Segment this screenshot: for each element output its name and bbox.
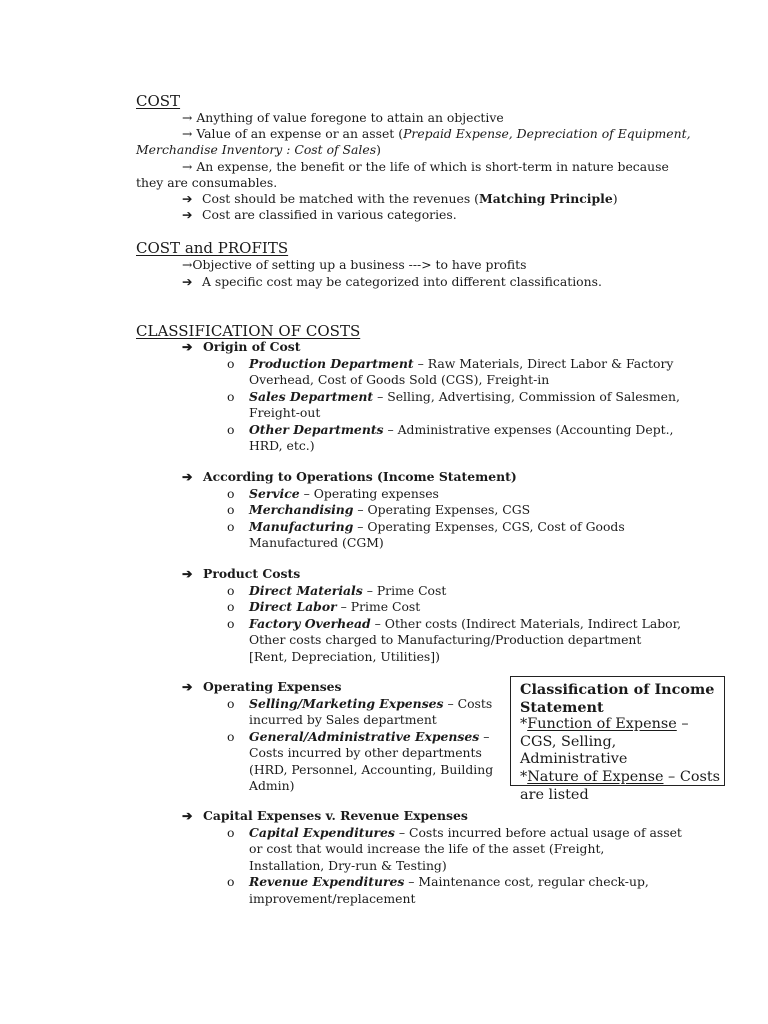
section-heading-cost-profits: COST and PROFITS	[136, 239, 289, 257]
bold-arrow-icon: ➔	[182, 207, 193, 222]
list-item: o Service – Operating expenses	[227, 485, 439, 501]
bullet-icon: o	[227, 695, 235, 711]
arrow-icon: →	[182, 257, 193, 272]
bullet-icon: o	[227, 502, 235, 517]
operations-block	[182, 469, 682, 552]
profits-line: →Objective of setting up a business ---> to have profits	[182, 257, 527, 272]
list-item: o Revenue Expenditures – Maintenance cost, regular check-up, improvement/replacement	[227, 874, 649, 906]
note-nature-line: *Nature of Expense – Costs are listed	[520, 768, 721, 803]
capital-revenue-block	[182, 808, 682, 907]
list-item: o Other Departments – Administrative expenses (Accounting Dept., HRD, etc.)	[227, 421, 674, 453]
bold-arrow-icon: ➔	[182, 274, 193, 289]
bullet-icon: o	[227, 615, 235, 631]
list-item: o Direct Labor – Prime Cost	[227, 599, 421, 614]
bullet-icon: o	[227, 355, 235, 371]
arrow-icon: →	[182, 159, 193, 174]
bullet-icon: o	[227, 874, 235, 889]
product-costs-block	[182, 566, 682, 665]
income-statement-note-box	[510, 676, 725, 803]
bullet-icon: o	[227, 824, 235, 840]
bullet-icon: o	[227, 485, 235, 501]
section-heading-cost: COST	[136, 92, 181, 110]
bold-arrow-icon: ➔	[182, 808, 193, 823]
list-item: o Capital Expenditures – Costs incurred before actual usage of asset or cost that would increase the life of the asset (Freight, Installation, Dry-run & Testing)	[227, 824, 682, 873]
bullet-icon: o	[227, 518, 235, 534]
bullet-icon: o	[227, 582, 235, 598]
bullet-icon: o	[227, 421, 235, 437]
bold-arrow-icon: ➔	[182, 339, 193, 354]
cost-line: they are consumables.	[136, 175, 278, 190]
cost-line: Merchandise Inventory : Cost of Sales)	[136, 142, 381, 157]
bold-arrow-icon: ➔	[182, 679, 193, 694]
cost-line: ➔ Cost are classified in various categories.	[182, 207, 457, 222]
origin-of-cost-block	[182, 339, 682, 455]
list-item: o Direct Materials – Prime Cost	[227, 582, 447, 598]
subheading: ➔ Product Costs	[182, 566, 301, 581]
bold-arrow-icon: ➔	[182, 566, 193, 581]
cost-line: → Value of an expense or an asset (Prepaid Expense, Depreciation of Equipment,	[182, 126, 691, 141]
bullet-icon: o	[227, 388, 235, 404]
list-item: o Production Department – Raw Materials, Direct Labor & Factory Overhead, Cost of Goods Sold (CGS), Freight-in	[227, 355, 674, 387]
bold-arrow-icon: ➔	[182, 191, 193, 206]
list-item: o Manufacturing – Operating Expenses, CGS, Cost of Goods Manufactured (CGM)	[227, 518, 625, 550]
list-item: o Factory Overhead – Other costs (Indirect Materials, Indirect Labor, Other costs charged to Manufacturing/Production department [Rent, Depreciation, Utilities])	[227, 615, 682, 664]
bullet-icon: o	[227, 728, 235, 744]
list-item: o Merchandising – Operating Expenses, CGS	[227, 502, 531, 517]
bullet-icon: o	[227, 599, 235, 614]
cost-line: → Anything of value foregone to attain an objective	[182, 110, 504, 125]
section-heading-classification: CLASSIFICATION OF COSTS	[136, 322, 361, 340]
subheading: ➔ Origin of Cost	[182, 339, 301, 354]
profits-line: ➔ A specific cost may be categorized into different classifications.	[182, 274, 602, 289]
list-item: o General/Administrative Expenses – Costs incurred by other departments (HRD, Personnel, Accounting, Building Admin)	[227, 728, 494, 793]
operating-expenses-block	[182, 679, 500, 795]
arrow-icon: →	[182, 110, 193, 125]
bold-arrow-icon: ➔	[182, 469, 193, 484]
list-item: o Sales Department – Selling, Advertising, Commission of Salesmen, Freight-out	[227, 388, 680, 420]
list-item: o Selling/Marketing Expenses – Costs incurred by Sales department	[227, 695, 493, 727]
subheading: ➔ According to Operations (Income Statement)	[182, 469, 517, 484]
note-function-line: *Function of Expense – CGS, Selling, Administrative	[520, 716, 689, 768]
subheading: ➔ Operating Expenses	[182, 679, 342, 694]
subheading: ➔ Capital Expenses v. Revenue Expenses	[182, 808, 468, 823]
cost-line: → An expense, the benefit or the life of which is short-term in nature because	[182, 159, 669, 174]
note-title: Classification of Income Statement	[520, 681, 715, 716]
arrow-icon: →	[182, 126, 193, 141]
cost-line: ➔ Cost should be matched with the revenues (Matching Principle)	[182, 191, 618, 206]
